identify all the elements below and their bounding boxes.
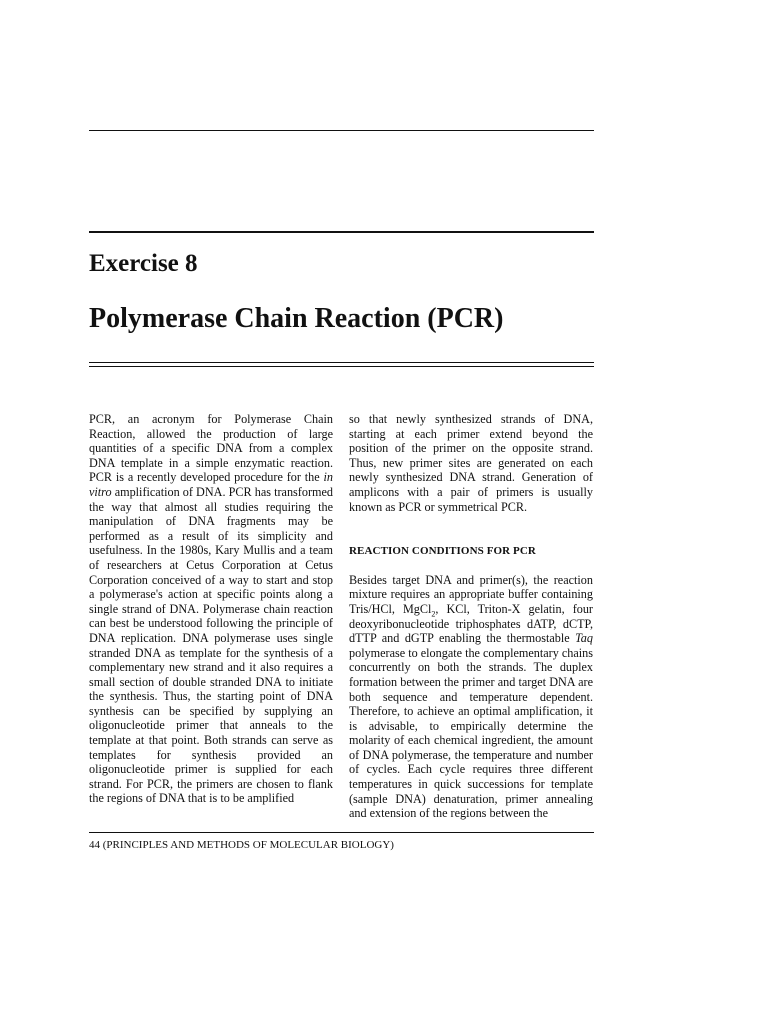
right-column [349, 412, 593, 821]
intro-text-b: amplification of DNA. PCR has transformed the way that almost all studies requiring the manipulation of DNA fragments may be performed as a result of its simplicity and usefulness. In the 1980s, Kary Mullis and a team of researchers at Cetus Corporation at Cetus Corporation conceived of a way to start and stop a polymerase's action at specific points along a single strand of DNA. Polymerase chain reaction can best be understood following the principle of DNA replication. DNA polymerase uses single stranded DNA as template for the synthesis of a complementary new strand and it also requires a small section of double stranded DNA to initiate the synthesis. Thus, the starting point of DNA synthesis can be specified by supplying an oligonucleotide primer that anneals to the template at that point. Both strands can serve as templates for synthesis provided an oligonucleotide primer is supplied for each strand. For PCR, the primers are chosen to flank the regions of DNA that is to be amplified [89, 484, 333, 806]
continuation-paragraph: so that newly synthesized strands of DNA, starting at each primer extend beyond the position of the primer on the opposite strand. Thus, new primer sites are generated on each newly synthesized DNA strand. Generation of amplicons with a pair of primers is usually known as PCR or symmetrical PCR. [349, 412, 593, 514]
title-top-rule [89, 231, 594, 233]
reaction-conditions-paragraph [349, 573, 593, 821]
reaction-text-c: polymerase to elongate the complementary chains concurrently on both the strands. The duplex formation between the primer and target DNA are both sequence and temperature dependent. Therefore, to achieve an optimal amplification, it is advisable, to empirically determine the molarity of each chemical ingredient, the amount of DNA polymerase, the temperature and number of cycles. Each cycle requires three different temperatures in quick successions for template (sample DNA) denaturation, primer annealing and extension of the regions between the [349, 645, 593, 821]
intro-paragraph [89, 412, 333, 806]
reaction-text-italic: Taq [575, 631, 593, 646]
footer-rule [89, 832, 594, 833]
top-rule [89, 130, 594, 131]
reaction-text-b: , KCl, Triton-X gelatin, four deoxyribonucleotide triphosphates dATP, dCTP, dTTP and dGTP enabling the thermostable [349, 601, 593, 646]
exercise-label: Exercise 8 [89, 250, 198, 277]
title-bottom-rule-second [89, 366, 594, 367]
reaction-subscript: 2 [431, 609, 436, 619]
page-title: Polymerase Chain Reaction (PCR) [89, 303, 504, 334]
intro-text-a: PCR, an acronym for Polymerase Chain Reaction, allowed the production of large quantities of a specific DNA from a complex DNA template in a simple enzymatic reaction. PCR is a recently developed procedure for the [89, 412, 333, 485]
page-footer: 44 (PRINCIPLES AND METHODS OF MOLECULAR BIOLOGY) [89, 839, 394, 851]
section-heading: REACTION CONDITIONS FOR PCR [349, 545, 536, 558]
intro-text-italic: in vitro [89, 470, 333, 499]
title-bottom-rule [89, 362, 594, 363]
left-column [89, 412, 333, 806]
reaction-text-a: Besides target DNA and primer(s), the reaction mixture requires an appropriate buffer containing Tris/HCl, MgCl [349, 572, 593, 616]
